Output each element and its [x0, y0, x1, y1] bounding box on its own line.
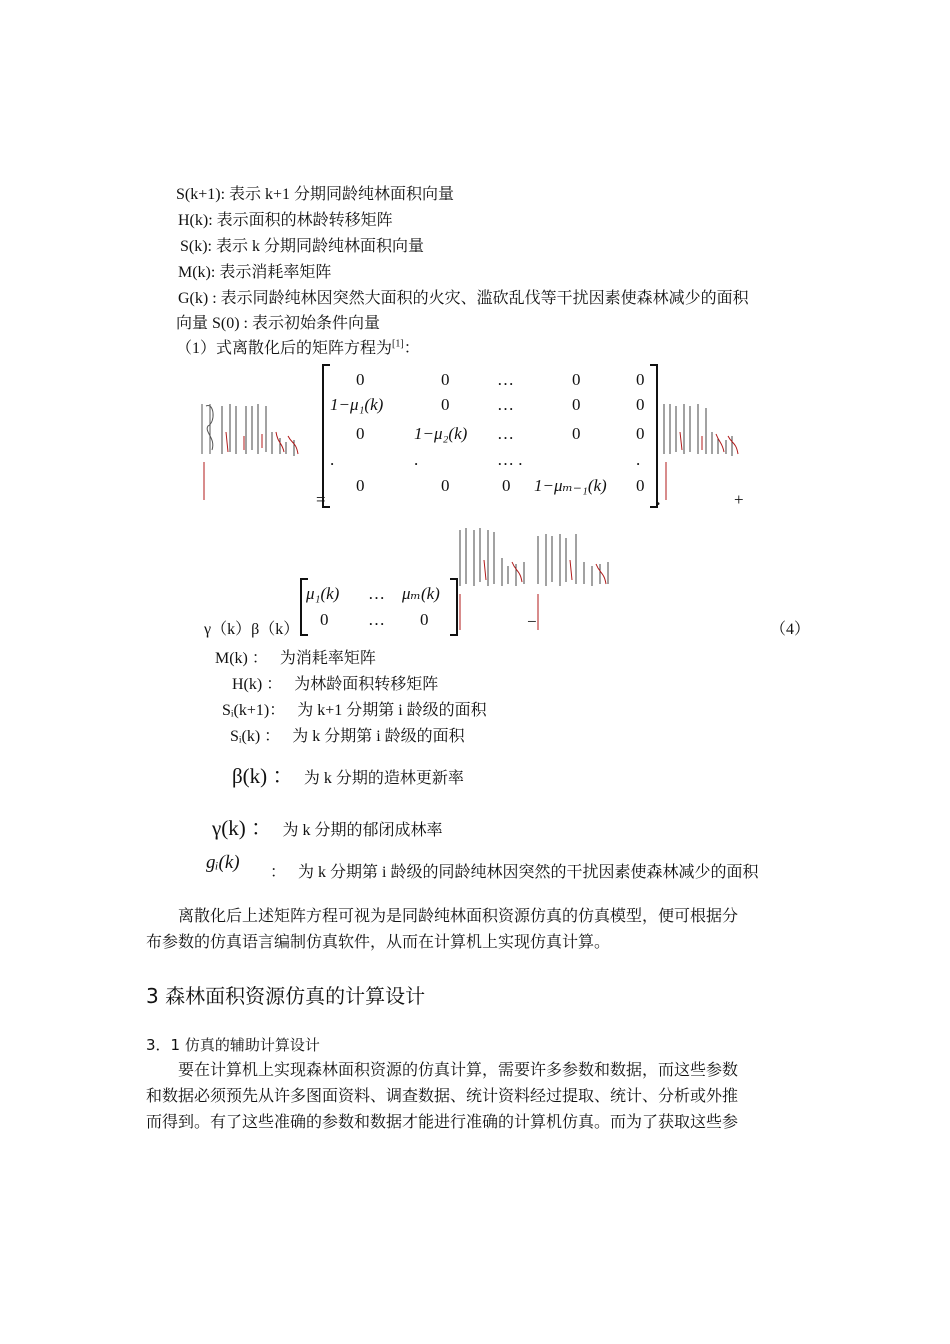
matrix-cell: .: [330, 450, 335, 469]
matrix-cell: μ₁(k): [306, 584, 340, 603]
matrix-cell: 0: [441, 476, 450, 495]
matrix-cell: 0: [356, 424, 365, 443]
matrix-h-left-bracket: [322, 364, 330, 508]
legend-item: γ(k) ： 为 k 分期的郁闭成林率: [212, 816, 443, 840]
legend-item: Sᵢ(k+1)： 为 k+1 分期第 i 龄级的面积: [222, 702, 487, 719]
matrix-cell: 0: [420, 610, 429, 629]
matrix-cell: 0: [502, 476, 511, 495]
matrix-cell: …: [497, 395, 514, 414]
definition-h-k: H(k): 表示面积的林龄转移矩阵: [178, 212, 393, 229]
section-heading: 3 森林面积资源仿真的计算设计: [146, 984, 426, 1008]
matrix-mu-right-bracket: [450, 578, 458, 636]
equation-number: （4）: [770, 621, 811, 638]
definition-s-0: 向量 S(0) : 表示初始条件向量: [176, 315, 381, 332]
matrix-cell: 0: [441, 370, 450, 389]
matrix-cell: 1−μ₂(k): [414, 424, 468, 443]
equals-sign: =: [316, 490, 326, 509]
legend-item: β(k) ： 为 k 分期的造林更新率: [232, 764, 464, 788]
minus-sign: −: [527, 612, 537, 631]
matrix-cell: 0: [572, 370, 581, 389]
matrix-cell: …: [497, 424, 514, 443]
paragraph-line: 和数据必须预先从许多图面资料、调查数据、统计资料经过提取、统计、分析或外推: [146, 1088, 739, 1105]
subsection-heading: 3．1 仿真的辅助计算设计: [146, 1036, 320, 1054]
matrix-cell: 0: [356, 476, 365, 495]
matrix-cell: …: [368, 584, 385, 603]
matrix-cell: …: [368, 610, 385, 629]
matrix-cell: 0: [636, 424, 645, 443]
paragraph-line: 离散化后上述矩阵方程可视为是同龄纯林面积资源仿真的仿真模型，便可根据分: [178, 908, 739, 925]
legend-item: ： 为 k 分期第 i 龄级的同龄纯林因突然的干扰因素使森林减少的面积: [270, 864, 759, 881]
matrix-cell: 0: [636, 395, 645, 414]
plus-sign: +: [734, 490, 744, 509]
matrix-cell: …: [497, 370, 514, 389]
multiply-dot: .: [656, 490, 661, 509]
matrix-cell: 0: [636, 370, 645, 389]
matrix-cell: 0: [356, 370, 365, 389]
matrix-cell: 0: [320, 610, 329, 629]
matrix-cell: .: [636, 450, 641, 469]
matrix-cell: 1−μₘ₋₁(k): [534, 476, 607, 495]
legend-item: M(k) ： 为消耗率矩阵: [215, 650, 376, 667]
definition-m-k: M(k): 表示消耗率矩阵: [178, 264, 332, 281]
vector-s-g-scribble: [456, 522, 618, 632]
matrix-cell: 0: [441, 395, 450, 414]
paragraph-line: 而得到。有了这些准确的参数和数据才能进行准确的计算机仿真。而为了获取这些参: [146, 1114, 739, 1131]
matrix-cell: 0: [636, 476, 645, 495]
citation-ref: [1]: [392, 338, 404, 350]
legend-item: Sᵢ(k) ： 为 k 分期第 i 龄级的面积: [230, 728, 465, 745]
matrix-cell: … .: [497, 450, 523, 469]
gamma-beta-term: γ（k）β（k）: [204, 621, 300, 638]
legend-item: H(k) ： 为林龄面积转移矩阵: [232, 676, 439, 693]
matrix-cell: 0: [572, 424, 581, 443]
vector-s-k1-scribble: [200, 392, 300, 502]
matrix-h-right-bracket: [650, 364, 661, 509]
equation-intro: （1）式离散化后的矩阵方程为[1]：: [176, 338, 420, 357]
matrix-cell: .: [414, 450, 419, 469]
definition-s-k: S(k): 表示 k 分期同龄纯林面积向量: [180, 238, 425, 255]
matrix-cell: 0: [572, 395, 581, 414]
paragraph-line: 要在计算机上实现森林面积资源的仿真计算，需要许多参数和数据，而这些参数: [178, 1062, 739, 1079]
definition-g-k: G(k) : 表示同龄纯林因突然大面积的火灾、滥砍乱伐等干扰因素使森林减少的面积: [178, 290, 749, 307]
vector-s-k-scribble: [662, 392, 740, 502]
matrix-cell: μₘ(k): [402, 584, 440, 603]
matrix-cell: 1−μ₁(k): [330, 395, 384, 414]
paragraph-line: 布参数的仿真语言编制仿真软件，从而在计算机上实现仿真计算。: [146, 934, 611, 951]
legend-symbol-g: gᵢ(k): [206, 852, 240, 873]
definition-s-k1: S(k+1): 表示 k+1 分期同龄纯林面积向量: [176, 186, 455, 203]
